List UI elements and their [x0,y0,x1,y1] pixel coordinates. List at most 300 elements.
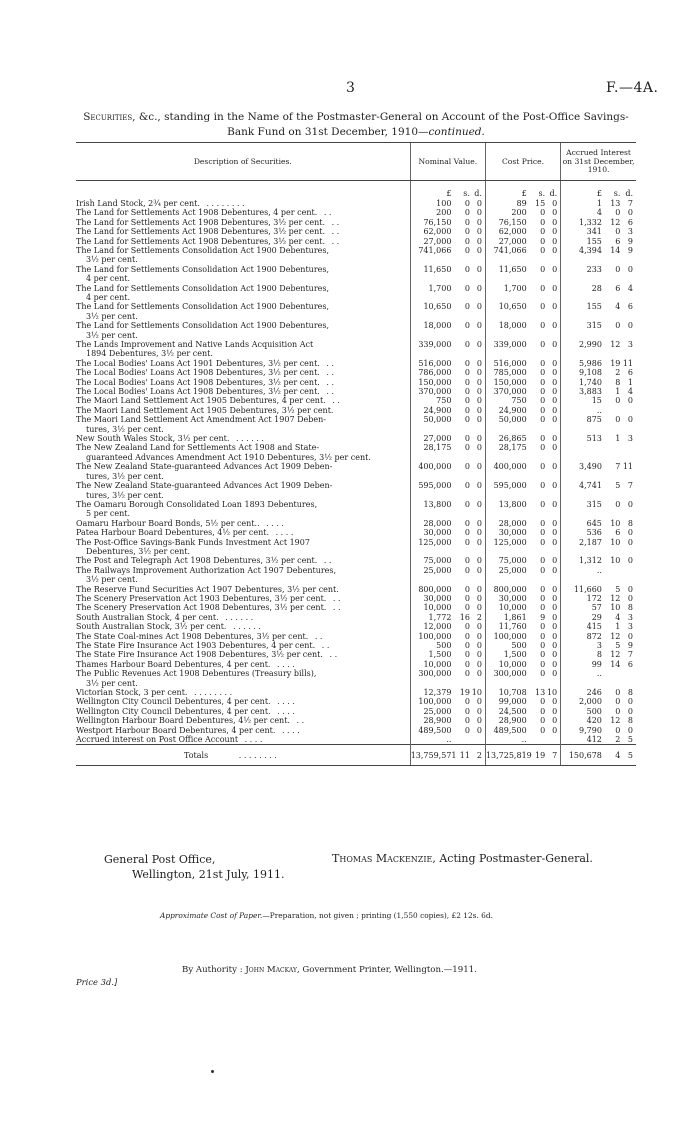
nominal-shillings: 0 [464,340,470,349]
cost-pounds: 13,800 [485,500,529,519]
security-description [76,528,410,537]
interest-shillings: 4 [615,612,621,622]
nominal-shillings: 0 [464,556,470,566]
interest-shillings: 1 [615,434,621,444]
nominal-pounds: 28,175 [410,443,454,462]
nominal-pounds: 27,000 [410,237,454,246]
nominal-pence: 0 [476,669,482,679]
interest-pounds: 57 [561,603,605,612]
interest-shillings: 0 [615,264,621,274]
nominal-pounds: 516,000 [410,359,454,368]
security-description [76,500,410,519]
totals-row [76,745,636,765]
nominal-pounds: 30,000 [410,594,454,603]
cost-shillings: 0 [540,302,546,312]
unit-shillings: s. [538,188,546,198]
title-text: , &c., standing in the Name of the Postmaster-General on Account of the Post-Office Savings-Bank Fund on 31st December, 1910— [132,111,629,138]
security-name: Patea Harbour Board Debentures, 4½ per cent. [76,528,270,538]
security-name: The New Zealand State-guaranteed Advances Act 1909 Deben- [76,462,333,472]
cost-pounds: 125,000 [485,538,529,557]
nominal-shillings: 0 [464,631,470,641]
security-description [76,443,410,462]
cost-shillings: 0 [540,556,546,566]
unit-shillings: s. [613,188,621,198]
security-description [76,359,410,368]
interest-pounds: 1,332 [561,218,605,227]
table-row [76,613,636,622]
interest-shillings: 12 [610,650,621,660]
nominal-shillings: 0 [464,387,470,397]
leader-dots: . . [332,396,340,406]
table-row [76,735,636,745]
nominal-pence: 0 [476,321,482,331]
cost-pounds: 800,000 [485,585,529,594]
security-description [76,378,410,387]
security-description [76,321,410,340]
nominal-pence: 0 [476,556,482,566]
nominal-pence: 0 [476,387,482,397]
security-description [76,594,410,603]
cost-pence: 0 [552,434,558,444]
total-cost-pounds: 13,725,819 [485,745,529,765]
nominal-pounds: 1,500 [410,650,454,659]
nominal-pounds: 595,000 [410,481,454,500]
interest-shillings: 5 [615,584,621,594]
interest-shillings [605,566,620,585]
cost-shillings: 0 [540,217,546,227]
nominal-pence: 0 [476,358,482,368]
interest-shillings: 0 [615,321,621,331]
nominal-shillings: 0 [464,377,470,387]
cost-pence: 0 [552,217,558,227]
interest-pounds: 9,108 [561,368,605,377]
interest-shillings: 0 [615,697,621,707]
leader-dots: . . [332,593,341,603]
total-nominal-pence: 2 [470,745,486,765]
table-row [76,265,636,284]
table-row [76,359,636,368]
col-description-header: Description of Securities. [76,143,410,181]
cost-pounds: 28,900 [485,716,529,725]
security-description [76,199,410,208]
cost-shillings: 0 [540,368,546,378]
interest-shillings: 1 [615,387,621,397]
leader-dots: . . [323,556,332,566]
interest-pence: 0 [627,396,633,406]
interest-pence: 9 [627,641,633,650]
cost-pounds: 300,000 [485,669,529,688]
table-row [76,415,636,434]
nominal-pence: 0 [476,396,482,406]
interest-pence: 7 [627,650,633,660]
security-description [76,284,410,303]
security-description [76,538,410,557]
cost-pence: 0 [552,368,558,378]
nominal-pence: 0 [476,217,482,227]
interest-pounds: .. [561,406,605,415]
interest-pounds: 99 [561,660,605,669]
cost-pence: 0 [552,377,558,387]
security-description [76,246,410,265]
cost-pence: 0 [552,396,558,406]
cost-shillings: 0 [540,227,546,237]
nominal-pence: 0 [476,631,482,641]
security-description [76,368,410,377]
interest-pounds: 8 [561,650,605,659]
security-name: The Local Bodies' Loans Act 1901 Debentures, 3½ per cent. [76,358,320,368]
security-name: Wellington City Council Debentures, 4 per cent. [76,706,271,716]
leader-dots: . . [321,641,330,650]
security-name: The Land for Settlements Act 1908 Debentures, 4 per cent. [76,208,318,218]
cost-pounds: 11,650 [485,265,529,284]
interest-pence: 0 [627,321,633,331]
nominal-shillings: 0 [464,321,470,331]
security-description [76,603,410,612]
table-row [76,566,636,585]
table-row [76,528,636,537]
nominal-shillings: 0 [464,641,470,650]
nominal-shillings: 0 [464,283,470,293]
nominal-pence: 0 [476,650,482,660]
table-row [76,387,636,396]
table-row [76,462,636,481]
cost-pounds: 76,150 [485,218,529,227]
cost-pounds: 25,000 [485,566,529,585]
interest-shillings: 0 [615,499,621,509]
interest-shillings: 4 [615,302,621,312]
interest-pence: 11 [622,358,633,368]
interest-pence: 4 [627,387,633,397]
cost-pounds: 595,000 [485,481,529,500]
nominal-pounds: 489,500 [410,726,454,735]
security-name-continuation: 4 per cent. [86,292,130,302]
cost-pence: 0 [552,462,558,472]
cost-shillings: 0 [540,537,546,547]
nominal-shillings: 0 [464,706,470,716]
nominal-pence [470,735,486,745]
interest-pounds: 513 [561,434,605,443]
cost-pounds: 30,000 [485,594,529,603]
table-row [76,716,636,725]
cost-pence: 0 [552,584,558,594]
interest-pounds: 3,883 [561,387,605,396]
total-cost-pence: 7 [545,745,560,765]
security-name: The Local Bodies' Loans Act 1908 Debentures, 3½ per cent. [76,377,320,387]
security-name: The Land for Settlements Consolidation Act 1900 Debentures, [76,321,330,331]
nominal-pounds: 750 [410,396,454,405]
table-row [76,726,636,735]
security-description [76,387,410,396]
nominal-pounds: 28,000 [410,519,454,528]
table-row [76,443,636,462]
security-name: The Land for Settlements Act 1908 Debentures, 3½ per cent. [76,236,326,246]
nominal-pence: 0 [476,434,482,444]
security-name-continuation: tures, 3½ per cent. [86,471,164,481]
nominal-shillings: 0 [464,415,470,425]
interest-shillings [605,406,620,415]
leader-dots: . . . . [277,659,295,669]
security-name: The Land for Settlements Consolidation Act 1900 Debentures, [76,302,330,312]
leader-dots: . . . . [266,518,284,528]
document-reference: F.—4A. [606,80,659,96]
interest-pounds: 315 [561,321,605,340]
page-title [76,110,636,140]
nominal-pence: 0 [476,245,482,255]
nominal-pence: 0 [476,518,482,528]
cost-pounds: 24,900 [485,406,529,415]
nominal-pounds: 741,066 [410,246,454,265]
security-description [76,340,410,359]
interest-pence: 0 [627,415,633,425]
interest-pence: 8 [627,603,633,613]
nominal-pounds: 28,900 [410,716,454,725]
interest-pounds: 3 [561,641,605,650]
security-name: The Scenery Preservation Act 1908 Debentures, 3½ per cent. [76,603,327,613]
nominal-pence: 0 [476,716,482,726]
nominal-shillings: 0 [464,462,470,472]
interest-shillings: 7 [615,462,621,472]
leader-dots: . . [332,603,341,613]
leader-dots: . . . . [275,528,294,538]
cost-pounds: 50,000 [485,415,529,434]
security-name: The Reserve Fund Securities Act 1907 Debentures, 3½ per cent. [76,584,339,594]
security-name-continuation: 3½ per cent. [86,330,138,340]
nominal-pounds: 12,000 [410,622,454,631]
interest-pounds: 172 [561,594,605,603]
interest-pence: 11 [622,462,633,472]
cost-shillings: 0 [540,593,546,603]
cost-pence: 0 [552,659,558,669]
security-description [76,697,410,706]
interest-pence: 0 [627,697,633,707]
security-name-continuation: guaranteed Advances Amendment Act 1910 Debentures, 3½ per cent. [86,452,371,462]
authority-suffix: , Government Printer, Wellington.—1911. [296,965,477,975]
securities-table [76,142,636,766]
interest-shillings: 0 [615,415,621,425]
interest-pence: 0 [627,631,633,641]
nominal-pence: 2 [476,612,482,622]
cost-pence: 0 [552,405,558,415]
security-name: The Post and Telegraph Act 1908 Debentures, 3½ per cent. [76,556,318,566]
nominal-pounds: 76,150 [410,218,454,227]
interest-shillings: 0 [615,396,621,406]
cost-shillings: 0 [540,434,546,444]
nominal-shillings: 0 [464,358,470,368]
cost-shillings: 0 [540,377,546,387]
interest-pence: 8 [627,716,633,726]
table-row [76,434,636,443]
cost-shillings: 0 [540,321,546,331]
table-row [76,378,636,387]
interest-shillings [605,669,620,688]
authority-line [182,965,477,975]
total-nominal-pounds: 13,759,571 [410,745,454,765]
cost-pence: 0 [552,697,558,707]
security-description [76,237,410,246]
nominal-shillings: 0 [464,528,470,538]
cost-shillings: 0 [540,669,546,679]
nominal-shillings: 0 [464,537,470,547]
cost-pounds: 27,000 [485,237,529,246]
cost-shillings: 0 [540,396,546,406]
nominal-pence: 0 [476,706,482,716]
security-description [76,556,410,565]
interest-shillings [605,443,620,462]
security-name-continuation: 5 per cent. [86,509,130,519]
interest-pence [620,669,636,688]
cost-pence: 0 [552,537,558,547]
table-row [76,603,636,612]
nominal-pounds: 10,650 [410,302,454,321]
leader-dots: . . . . . . [233,622,261,632]
col-interest-header: Accrued Interest on 31st December, 1910. [561,143,636,181]
unit-pence: d. [625,188,633,198]
security-name-continuation: 4 per cent. [86,274,130,284]
nominal-pounds: 1,772 [410,613,454,622]
table-row [76,660,636,669]
nominal-shillings: 0 [464,593,470,603]
cost-shillings: 0 [540,283,546,293]
table-row [76,208,636,217]
interest-pounds: 872 [561,632,605,641]
security-name: The Scenery Preservation Act 1903 Debentures, 3½ per cent. [76,593,327,603]
totals-leader-dots: . . . . . . . . [238,751,277,761]
cost-shillings: 0 [540,340,546,349]
interest-shillings: 12 [610,217,621,227]
nominal-pounds: 10,000 [410,603,454,612]
nominal-pounds: 24,900 [410,406,454,415]
nominal-pounds: 100,000 [410,697,454,706]
cost-shillings: 0 [540,236,546,246]
table-row [76,594,636,603]
nominal-pence: 0 [476,198,482,208]
nominal-pence: 0 [476,340,482,349]
nominal-pounds: 125,000 [410,538,454,557]
cost-pence: 0 [552,706,558,716]
table-row [76,538,636,557]
nominal-pounds: 10,000 [410,660,454,669]
cost-pounds: 18,000 [485,321,529,340]
security-name: The State Coal-mines Act 1908 Debentures, 3½ per cent. [76,631,309,641]
security-name: South Australian Stock, 3½ per cent. [76,622,227,632]
interest-shillings: 19 [610,358,621,368]
security-name: Oamaru Harbour Board Bonds, 5½ per cent.. [76,518,260,528]
nominal-pounds: 100,000 [410,632,454,641]
interest-pence: 0 [627,499,633,509]
nominal-shillings: 0 [464,396,470,406]
interest-pence: 0 [627,556,633,566]
cost-pounds: 100,000 [485,632,529,641]
nominal-pence: 0 [476,622,482,632]
interest-pounds: 420 [561,716,605,725]
nominal-pounds: 300,000 [410,669,454,688]
table-row [76,246,636,265]
cost-pounds: 10,650 [485,302,529,321]
nominal-pounds: 50,000 [410,415,454,434]
nominal-pounds: 786,000 [410,368,454,377]
leader-dots: . . . . . . . . [206,198,245,208]
cost-shillings: 0 [540,631,546,641]
security-name: The Land for Settlements Act 1908 Debentures, 3½ per cent. [76,227,326,237]
total-cost-shillings: 19 [530,745,545,765]
interest-pence: 7 [627,481,633,491]
cost-pounds: 10,000 [485,603,529,612]
nominal-shillings: 0 [464,236,470,246]
title-caps: Securities [83,111,133,123]
nominal-pounds: 370,000 [410,387,454,396]
nominal-pence: 0 [476,528,482,538]
cost-shillings: 13 [534,688,546,698]
cost-pounds: 750 [485,396,529,405]
interest-shillings: 6 [615,528,621,538]
total-interest-pounds: 150,678 [561,745,605,765]
cost-shillings: 0 [540,208,546,218]
security-name: New South Wales Stock, 3½ per cent. [76,434,230,444]
cost-shillings: 0 [540,584,546,594]
security-description [76,218,410,227]
unit-pounds: £ [410,180,454,199]
nominal-pounds: 200 [410,208,454,217]
nominal-pounds: 400,000 [410,462,454,481]
security-description [76,726,410,735]
cost-pence: 0 [552,283,558,293]
security-name: The State Fire Insurance Act 1908 Debentures, 3½ per cent. [76,650,323,660]
cost-pence: 0 [552,603,558,613]
interest-shillings: 6 [615,283,621,293]
nominal-shillings: 0 [464,622,470,632]
leader-dots: . . . . [277,697,295,707]
price-note: Price 3d.] [76,977,118,987]
cost-shillings: 9 [540,612,546,622]
interest-pounds: 2,187 [561,538,605,557]
nominal-shillings: 0 [464,264,470,274]
cost-shillings: 0 [540,245,546,255]
cost-shillings: 0 [540,387,546,397]
nominal-shillings: 0 [464,650,470,660]
nominal-pounds: 75,000 [410,556,454,565]
nominal-pence: 0 [476,227,482,237]
interest-pence: 5 [627,735,633,745]
table-row [76,697,636,706]
nominal-shillings: 0 [464,434,470,444]
interest-pence: 0 [627,706,633,716]
nominal-pounds: 339,000 [410,340,454,359]
cost-pence: 0 [552,631,558,641]
security-name-continuation: 3½ per cent. [86,255,138,265]
nominal-shillings: 0 [464,725,470,735]
leader-dots: . . . . . . [225,612,254,622]
interest-pence: 3 [627,612,633,622]
cost-pence: 0 [552,565,558,575]
leader-dots: . . [331,227,340,237]
interest-pence: 6 [627,302,633,312]
cost-pence: 0 [552,208,558,218]
interest-pounds: 9,790 [561,726,605,735]
interest-pence: 3 [627,622,633,632]
table-row [76,519,636,528]
security-name-continuation: 3½ per cent. [86,311,138,321]
interest-shillings: 10 [610,556,621,566]
nominal-pounds: .. [410,735,454,745]
nominal-shillings: 0 [464,368,470,378]
cost-pence: 0 [552,528,558,538]
security-name: The New Zealand State-guaranteed Advances Act 1909 Deben- [76,481,333,491]
cost-pence: 0 [552,725,558,735]
nominal-shillings: 0 [464,405,470,415]
security-name: South Australian Stock, 4 per cent. [76,612,219,622]
signatory-name: Thomas Mackenzie [332,852,433,865]
interest-pounds: 875 [561,415,605,434]
